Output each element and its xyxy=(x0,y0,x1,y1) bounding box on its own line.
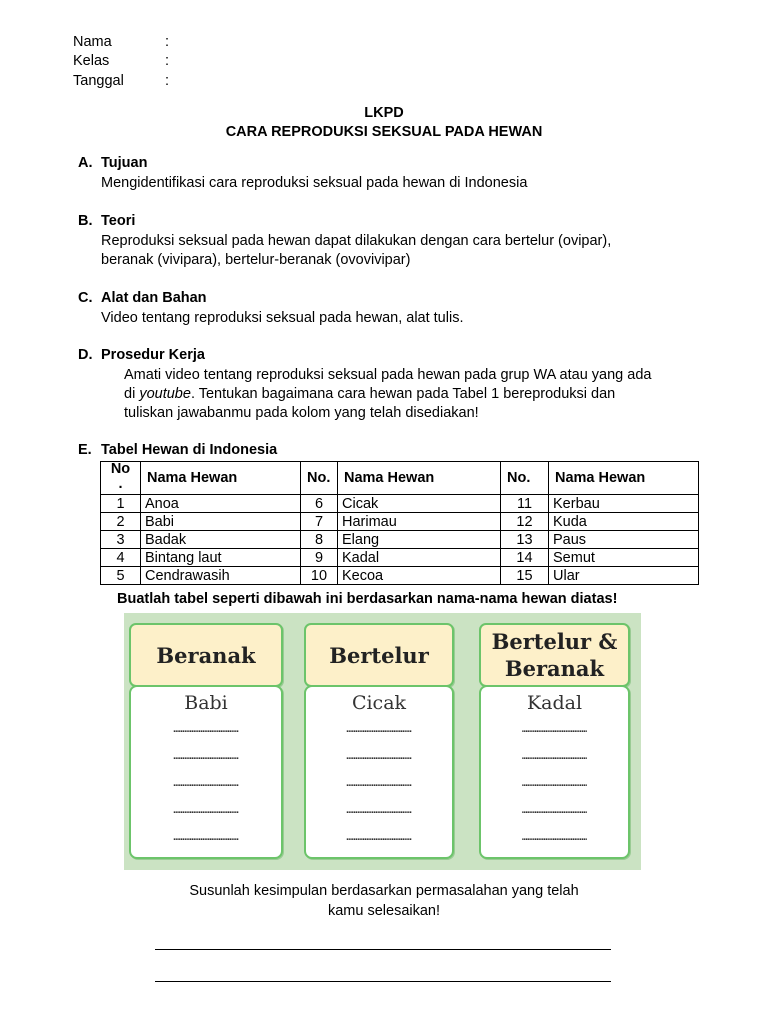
row-number-cell: 3 xyxy=(101,531,141,549)
header-name-1: Nama Hewan xyxy=(141,462,301,495)
conclusion-prompt-line2: kamu selesaikan! xyxy=(327,903,441,919)
animal-name-cell: Anoa xyxy=(141,495,301,513)
field-class-label: Kelas xyxy=(73,53,110,69)
field-name-label: Nama xyxy=(73,34,112,50)
row-number-cell: 11 xyxy=(501,495,549,513)
column-body-bertelur-beranak xyxy=(479,685,630,859)
worksheet-instruction: Buatlah tabel seperti dibawah ini berdasarkan nama-nama hewan diatas! xyxy=(117,591,618,607)
answer-dots: ……………………………… xyxy=(346,725,412,735)
animal-name-cell: Elang xyxy=(338,531,501,549)
header-no-3: No. xyxy=(501,462,549,495)
answer-dots: ……………………………… xyxy=(173,752,239,762)
row-number-cell: 5 xyxy=(101,567,141,585)
answer-dots: ……………………………… xyxy=(173,779,239,789)
field-date-separator: : xyxy=(165,73,170,89)
header-no-2: No. xyxy=(301,462,338,495)
section-d-line2-post: . Tentukan bagaimana cara hewan pada Tabel 1 bereproduksi dan xyxy=(190,386,616,402)
example-kadal: Kadal xyxy=(526,692,583,714)
column-header-beranak xyxy=(129,623,283,687)
conclusion-prompt-line1: Susunlah kesimpulan berdasarkan permasalahan yang telah xyxy=(189,883,579,899)
section-b-text-line1: Reproduksi seksual pada hewan dapat dilakukan dengan cara bertelur (ovipar), xyxy=(101,233,612,249)
animal-name-cell: Harimau xyxy=(338,513,501,531)
section-d-text-line2 xyxy=(124,386,615,402)
section-d-text-line3: tuliskan jawabanmu pada kolom yang telah disediakan! xyxy=(124,405,479,421)
column-body-bertelur xyxy=(304,685,454,859)
table-row xyxy=(101,531,699,549)
answer-dots: ……………………………… xyxy=(521,806,588,816)
row-number-cell: 7 xyxy=(301,513,338,531)
section-b-letter: B. xyxy=(78,213,93,229)
table-row xyxy=(101,513,699,531)
row-number-cell: 8 xyxy=(301,531,338,549)
answer-dots: ……………………………… xyxy=(173,725,239,735)
table-header-row xyxy=(101,462,699,495)
header-name-3: Nama Hewan xyxy=(549,462,699,495)
row-number-cell: 13 xyxy=(501,531,549,549)
row-number-cell: 9 xyxy=(301,549,338,567)
column-header-bertelur xyxy=(304,623,454,687)
answer-dots: ……………………………… xyxy=(346,752,412,762)
youtube-emphasis: youtube xyxy=(139,386,191,402)
section-d-heading: Prosedur Kerja xyxy=(101,347,205,363)
row-number-cell: 14 xyxy=(501,549,549,567)
animal-name-cell: Cicak xyxy=(338,495,501,513)
animal-name-cell: Babi xyxy=(141,513,301,531)
animal-table xyxy=(100,461,699,585)
section-d-line2-pre: di xyxy=(124,386,140,402)
section-d-text-line1: Amati video tentang reproduksi seksual pada hewan pada grup WA atau yang ada xyxy=(124,367,652,383)
column-title-bertelur: Bertelur xyxy=(329,642,429,668)
answer-dots: ……………………………… xyxy=(521,752,588,762)
animal-name-cell: Badak xyxy=(141,531,301,549)
answer-dots: ……………………………… xyxy=(521,779,588,789)
table-row xyxy=(101,567,699,585)
animal-name-cell: Semut xyxy=(549,549,699,567)
answer-dots: ……………………………… xyxy=(346,833,412,843)
column-title-beranak: Beranak xyxy=(156,642,256,668)
section-e-heading: Tabel Hewan di Indonesia xyxy=(101,442,278,458)
animal-name-cell: Kadal xyxy=(338,549,501,567)
section-b-heading: Teori xyxy=(101,213,136,229)
table-row xyxy=(101,549,699,567)
field-class-separator: : xyxy=(165,53,170,69)
row-number-cell: 4 xyxy=(101,549,141,567)
animal-name-cell: Kecoa xyxy=(338,567,501,585)
field-date-label: Tanggal xyxy=(73,73,124,89)
answer-dots: ……………………………… xyxy=(521,833,588,843)
header-name-2: Nama Hewan xyxy=(338,462,501,495)
animal-name-cell: Paus xyxy=(549,531,699,549)
doc-title: LKPD xyxy=(364,105,404,121)
row-number-cell: 10 xyxy=(301,567,338,585)
animal-name-cell: Ular xyxy=(549,567,699,585)
row-number-cell: 12 xyxy=(501,513,549,531)
answer-dots: ……………………………… xyxy=(521,725,588,735)
animal-name-cell: Cendrawasih xyxy=(141,567,301,585)
answer-dots: ……………………………… xyxy=(346,779,412,789)
field-name-separator: : xyxy=(165,34,170,50)
row-number-cell: 2 xyxy=(101,513,141,531)
example-babi: Babi xyxy=(184,692,228,714)
answer-dots: ……………………………… xyxy=(173,806,239,816)
column-body-beranak xyxy=(129,685,283,859)
animal-name-cell: Kuda xyxy=(549,513,699,531)
section-c-text: Video tentang reproduksi seksual pada hewan, alat tulis. xyxy=(101,310,464,326)
section-c-letter: C. xyxy=(78,290,93,306)
example-cicak: Cicak xyxy=(351,692,407,714)
animal-name-cell: Kerbau xyxy=(549,495,699,513)
section-e-letter: E. xyxy=(78,442,92,458)
doc-subtitle: CARA REPRODUKSI SEKSUAL PADA HEWAN xyxy=(225,124,543,140)
answer-line[interactable] xyxy=(155,981,611,982)
answer-dots: ……………………………… xyxy=(173,833,239,843)
section-d-letter: D. xyxy=(78,347,93,363)
row-number-cell: 6 xyxy=(301,495,338,513)
column-title-bertelur-beranak: Bertelur & Beranak xyxy=(491,629,618,681)
answer-dots: ……………………………… xyxy=(346,806,412,816)
section-a-letter: A. xyxy=(78,155,93,171)
section-a-heading: Tujuan xyxy=(101,155,148,171)
section-b-text-line2: beranak (vivipara), bertelur-beranak (ovovivipar) xyxy=(101,252,411,268)
animal-name-cell: Bintang laut xyxy=(141,549,301,567)
table-row xyxy=(101,495,699,513)
classification-worksheet xyxy=(124,613,641,870)
answer-line[interactable] xyxy=(155,949,611,950)
column-header-bertelur-beranak xyxy=(479,623,630,687)
row-number-cell: 1 xyxy=(101,495,141,513)
section-c-heading: Alat dan Bahan xyxy=(101,290,207,306)
header-no-1: No . xyxy=(101,462,141,495)
row-number-cell: 15 xyxy=(501,567,549,585)
section-a-text: Mengidentifikasi cara reproduksi seksual pada hewan di Indonesia xyxy=(101,175,528,191)
